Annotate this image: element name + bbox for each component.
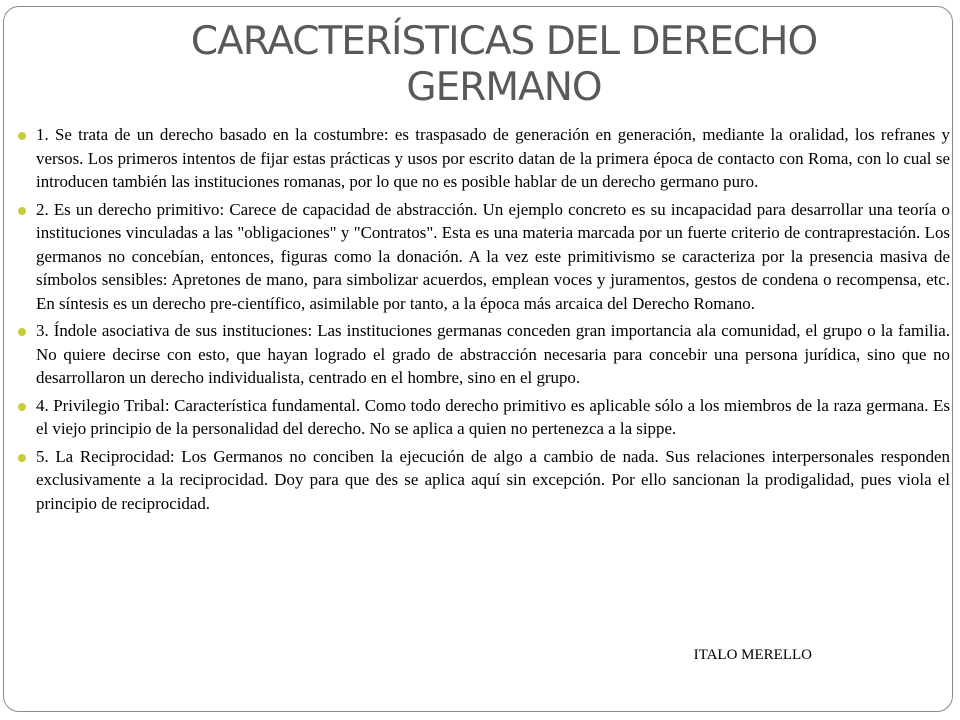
bullet-icon xyxy=(18,132,26,140)
bullet-item-2 xyxy=(18,198,950,316)
bullet-item-4 xyxy=(18,394,950,441)
bullet-text: 1. Se trata de un derecho basado en la costumbre: es traspasado de generación en generación, mediante la oralidad, los refranes y versos. Los primeros intentos de fijar estas prácticas y usos por escrito datan de la primera época de contacto con Roma, con lo cual se introducen también las instituciones romanas, por lo que no es posible hablar de un derecho germano puro. xyxy=(36,125,950,191)
bullet-icon xyxy=(18,207,26,215)
bullet-icon xyxy=(18,403,26,411)
slide-title: CARACTERÍSTICAS DEL DERECHO GERMANO xyxy=(190,19,818,110)
bullet-text: 4. Privilegio Tribal: Característica fundamental. Como todo derecho primitivo es aplicable sólo a los miembros de la raza germana. Es el viejo principio de la personalidad del derecho. No se aplica a quien no pertenezca a la sippe. xyxy=(36,395,950,438)
bullet-icon xyxy=(18,454,26,462)
bullet-item-3 xyxy=(18,319,950,390)
bullet-list xyxy=(18,123,950,519)
bullet-icon xyxy=(18,328,26,336)
bullet-text: 2. Es un derecho primitivo: Carece de capacidad de abstracción. Un ejemplo concreto es su incapacidad para desarrollar una teoría o instituciones vinculadas a las "obligaciones" y "Contratos". Esta es una materia marcada por un fuerte criterio de contraprestación. Los germanos no concebían, entonces, figuras como la donación. A la vez este primitivismo se caracteriza por la presencia masiva de símbolos sensibles: Apretones de mano, para simbolizar acuerdos, emplean voces y juramentos, gestos de condena o recompensa, etc. En síntesis es un derecho pre-científico, asimilable por tanto, a la época más arcaica del Derecho Romano. xyxy=(36,199,950,313)
bullet-item-1 xyxy=(18,123,950,194)
bullet-text: 3. Índole asociativa de sus instituciones: Las instituciones germanas conceden gran importancia ala comunidad, el grupo o la familia. No quiere decirse con esto, que hayan logrado el grado de abstracción necesaria para concebir una persona jurídica, sino que no desarrollaron un derecho individualista, centrado en el hombre, sino en el grupo. xyxy=(36,321,950,387)
bullet-text: 5. La Reciprocidad: Los Germanos no conciben la ejecución de algo a cambio de nada. Sus relaciones interpersonales responden exclusivamente a la reciprocidad. Doy para que des se aplica aquí sin excepción. Por ello sancionan la prodigalidad, pues viola el principio de reciprocidad. xyxy=(36,446,950,513)
author-name: ITALO MERELLO xyxy=(693,647,812,663)
bullet-item-5 xyxy=(18,445,950,516)
